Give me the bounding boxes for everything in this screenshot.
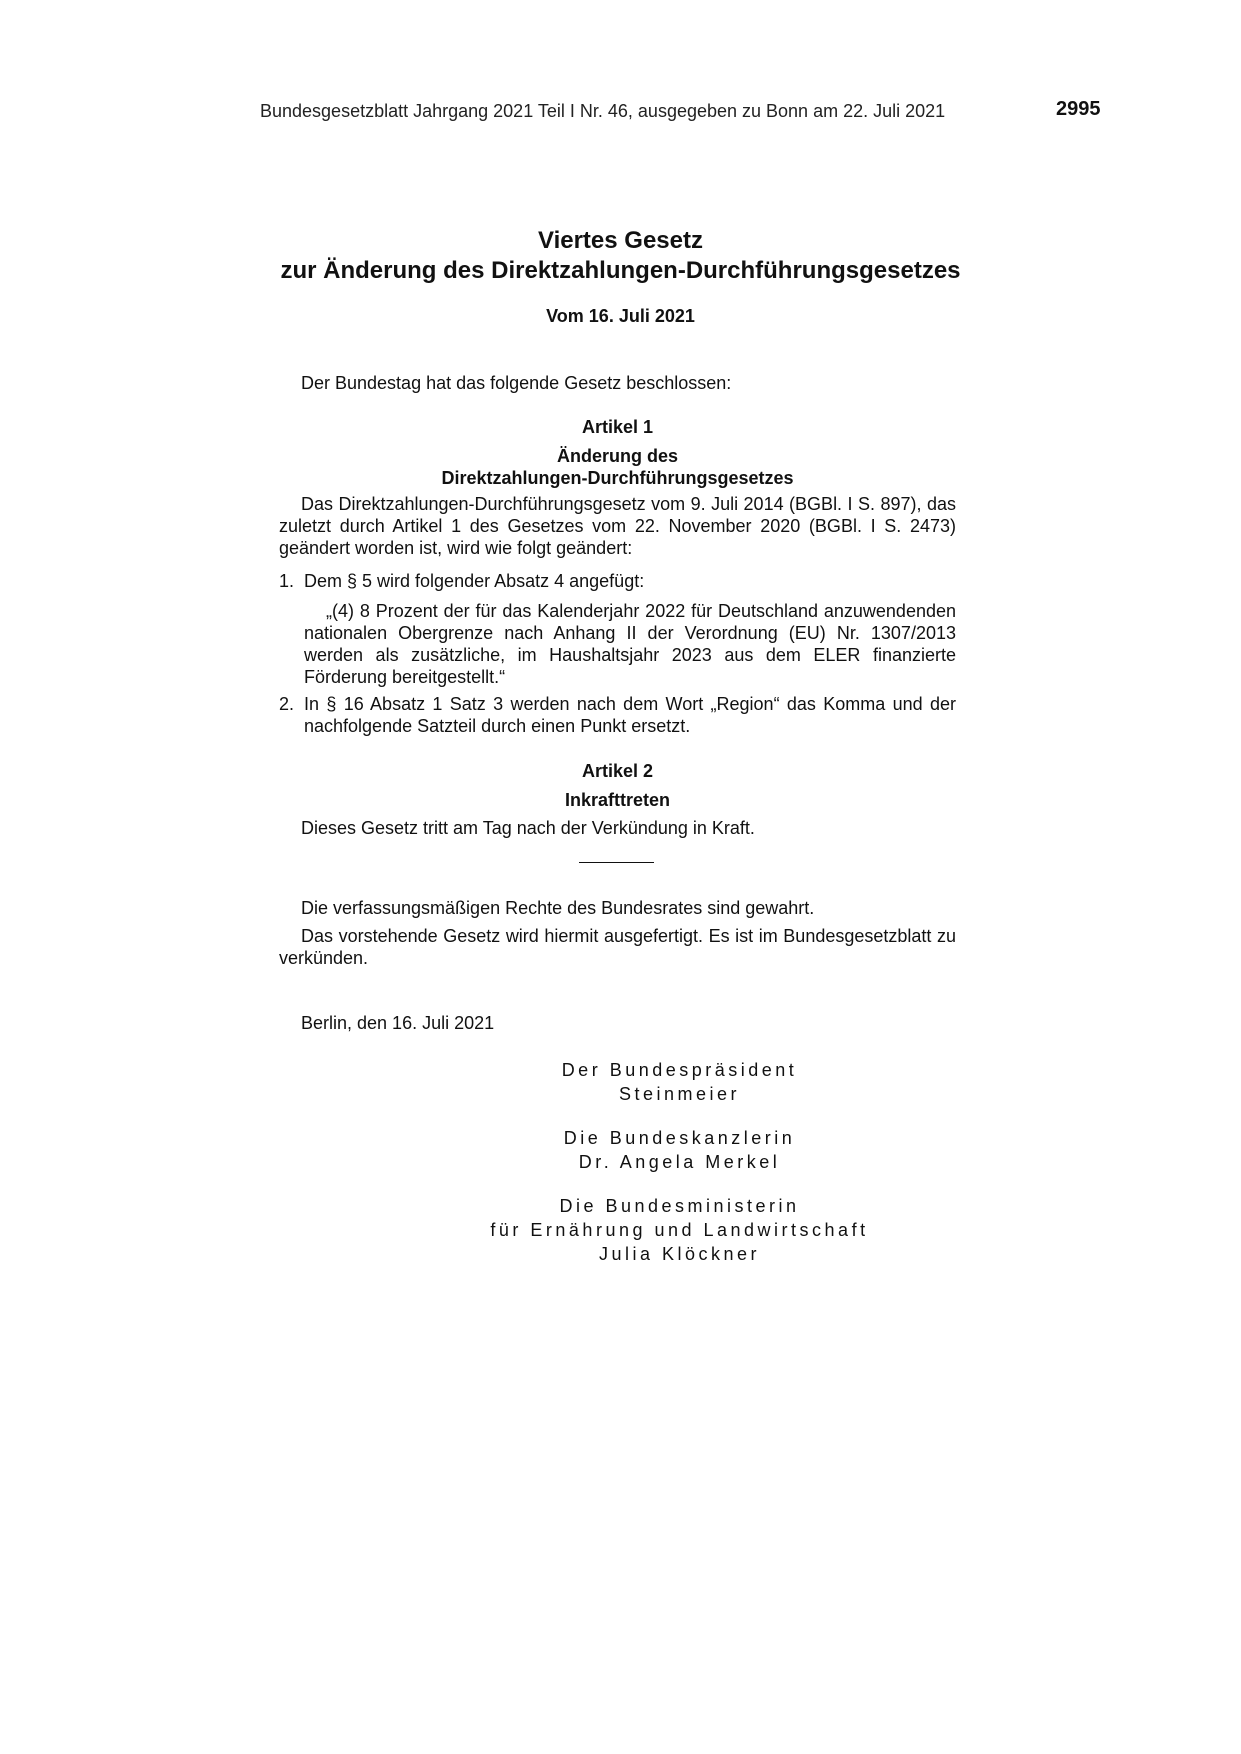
running-head: Bundesgesetzblatt Jahrgang 2021 Teil I Nr. 46, ausgegeben zu Bonn am 22. Juli 2021 <box>260 101 946 121</box>
signature-name: Dr. Angela Merkel <box>578 1152 781 1172</box>
place-and-date: Berlin, den 16. Juli 2021 <box>301 1013 495 1033</box>
amendment-item-1-text: Dem § 5 wird folgender Absatz 4 angefügt: <box>304 571 645 591</box>
law-title <box>0 226 1241 286</box>
article-1-text: Das Direktzahlungen-Durchführungsgesetz vom 9. Juli 2014 (BGBl. I S. 897), das zuletzt durch Artikel 1 des Gesetzes vom 22. November 2020 (BGBl. I S. 2473) geändert worden ist, wird wie folgt geändert: <box>279 494 956 558</box>
signature-name: Julia Klöckner <box>598 1244 761 1264</box>
signature-block-chancellor <box>341 1126 1018 1174</box>
signature-block-president <box>341 1058 1018 1106</box>
enactment-clause: Der Bundestag hat das folgende Gesetz beschlossen: <box>301 373 732 393</box>
article-1-title-line-1: Änderung des <box>556 446 678 466</box>
signature-office: Der Bundespräsident <box>561 1060 798 1080</box>
signature-office-line-2: für Ernährung und Landwirtschaft <box>490 1220 869 1240</box>
signature-block-minister <box>341 1194 1018 1266</box>
amendment-item-2-number: 2. <box>279 694 295 714</box>
law-title-line-1: Viertes Gesetz <box>538 227 703 254</box>
amendment-item-1-number: 1. <box>279 571 295 591</box>
law-date: Vom 16. Juli 2021 <box>546 306 695 326</box>
article-2-number: Artikel 2 <box>581 761 654 781</box>
page-number: 2995 <box>1056 98 1101 120</box>
amendment-quote: „(4) 8 Prozent der für das Kalenderjahr 2022 für Deutschland anzuwendenden nationalen Obergrenze nach Anhang II der Verordnung (EU) Nr. 1307/2013 werden als zusätzliche, im Haushaltsjahr 2023 aus dem ELER finanzierte Förderung bereitgestellt.“ <box>304 601 956 687</box>
section-divider <box>579 862 654 863</box>
law-title-line-2: zur Änderung des Direktzahlungen-Durchführungsgesetzes <box>280 257 961 284</box>
signature-name: Steinmeier <box>618 1084 741 1104</box>
article-1-title-line-2: Direktzahlungen-Durchführungsgesetzes <box>441 468 794 488</box>
article-2-text: Dieses Gesetz tritt am Tag nach der Verkündung in Kraft. <box>301 818 755 838</box>
amendment-item-1 <box>279 570 956 592</box>
article-2-title: Inkrafttreten <box>564 790 671 810</box>
amendment-item-2 <box>279 693 956 737</box>
amendment-item-2-text: In § 16 Absatz 1 Satz 3 werden nach dem Wort „Region“ das Komma und der nachfolgende Satzteil durch einen Punkt ersetzt. <box>304 694 956 736</box>
signature-office: Die Bundeskanzlerin <box>563 1128 796 1148</box>
article-1-number: Artikel 1 <box>581 417 654 437</box>
bundesrat-rights-note: Die verfassungsmäßigen Rechte des Bundesrates sind gewahrt. <box>301 898 815 918</box>
signature-office: Die Bundesministerin <box>559 1196 800 1216</box>
ausfertigung-note: Das vorstehende Gesetz wird hiermit ausgefertigt. Es ist im Bundesgesetzblatt zu verkünden. <box>279 926 956 968</box>
article-1-title <box>279 445 956 489</box>
